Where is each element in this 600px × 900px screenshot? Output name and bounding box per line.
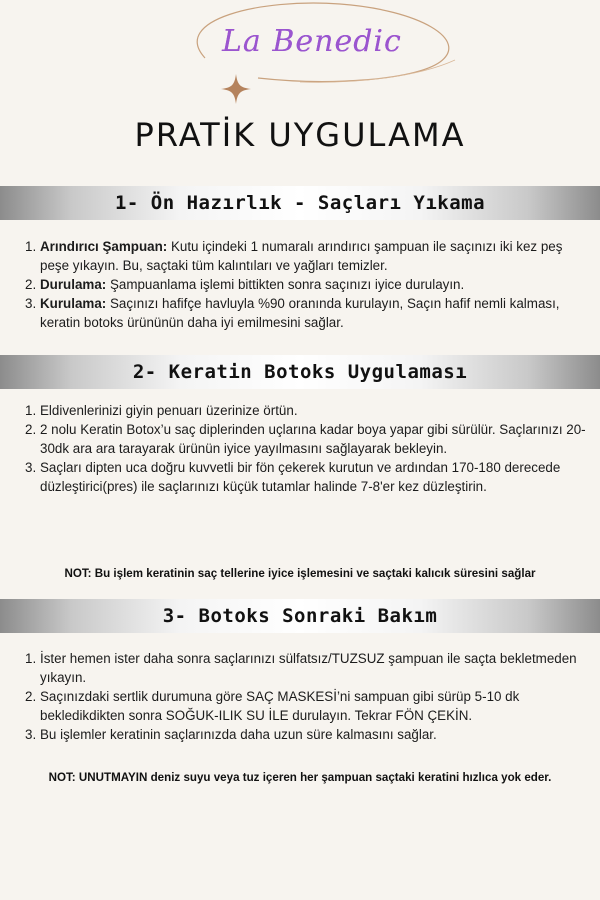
section-list-3 [0, 649, 600, 744]
list-number: 3. [25, 460, 37, 475]
logo-text: La Benedic [222, 24, 402, 59]
list-number: 1. [25, 239, 37, 254]
item-text: Saçları dipten uca doğru kuvvetli bir fön çekerek kurutun ve ardından 170-180 derecede düzleştirici(pres) ile saçlarınızı küçük tutamlar halinde 7-8'er kez düzleştirin. [40, 460, 561, 494]
list-item [0, 237, 600, 275]
section-band-3 [0, 599, 600, 633]
item-text: İster hemen ister daha sonra saçlarınızı sülfatsız/TUZSUZ şampuan ile saçta bekletmeden yıkayın. [40, 651, 577, 685]
list-number: 3. [25, 727, 37, 742]
section-title: 2- Keratin Botoks Uygulaması [132, 361, 468, 383]
sparkle-icon [221, 74, 251, 104]
item-text: 2 nolu Keratin Botox’u saç diplerinden uçlarına kadar boya yapar gibi sürülür. Saçlarınızı 20-30dk ara ara tarayarak ürünün iyice yayılmasını sağlayarak bekleyin. [40, 422, 586, 456]
section-title: 1- Ön Hazırlık - Saçları Yıkama [114, 192, 486, 214]
note-text: NOT: Bu işlem keratinin saç tellerine iyice işlemesini ve saçtaki kalıcık süresini sağlar [64, 567, 536, 580]
list-number: 2. [25, 689, 37, 704]
list-item [0, 275, 600, 294]
list-item [0, 687, 600, 725]
section-list-2 [0, 401, 600, 496]
list-number: 3. [25, 296, 37, 311]
brand-logo [0, 0, 600, 120]
list-item [0, 725, 600, 744]
item-text: Şampuanlama işlemi bittikten sonra saçınızı iyice durulayın. [106, 277, 465, 292]
section-title: 3- Botoks Sonraki Bakım [162, 605, 438, 627]
section-band-2 [0, 355, 600, 389]
list-item [0, 294, 600, 332]
item-label: Durulama: [40, 277, 107, 292]
item-text: Bu işlemler keratinin saçlarınızda daha uzun süre kalmasını sağlar. [40, 727, 437, 742]
page-title: PRATİK UYGULAMA [134, 116, 466, 154]
item-label: Kurulama: [40, 296, 107, 311]
logo-arc-icon [0, 0, 600, 120]
list-item [0, 649, 600, 687]
note-text: NOT: UNUTMAYIN deniz suyu veya tuz içeren her şampuan saçtaki keratini hızlıca yok eder. [48, 771, 552, 784]
item-text: Eldivenlerinizi giyin penuarı üzerinize örtün. [40, 403, 298, 418]
item-text: Saçınızı hafifçe havluyla %90 oranında kurulayın, Saçın hafif nemli kalması, keratin botoks ürününün daha iyi emilmesini sağlar. [40, 296, 560, 330]
list-item [0, 458, 600, 496]
list-item [0, 401, 600, 420]
list-number: 2. [25, 422, 37, 437]
item-label: Arındırıcı Şampuan: [40, 239, 168, 254]
item-text: Saçınızdaki sertlik durumuna göre SAÇ MASKESİ’ni sampuan gibi sürüp 5-10 dk bekledikdikten sonra SOĞUK-ILIK SU İLE durulayın. Tekrar FÖN ÇEKİN. [40, 689, 520, 723]
section-list-1 [0, 237, 600, 332]
section-band-1 [0, 186, 600, 220]
list-item [0, 420, 600, 458]
item-text: Kutu içindeki 1 numaralı arındırıcı şampuan ile saçınızı iki kez peş peşe yıkayın. Bu, saçtaki tüm kalıntıları ve yağları temizler. [40, 239, 563, 273]
list-number: 2. [25, 277, 37, 292]
list-number: 1. [25, 403, 37, 418]
list-number: 1. [25, 651, 37, 666]
